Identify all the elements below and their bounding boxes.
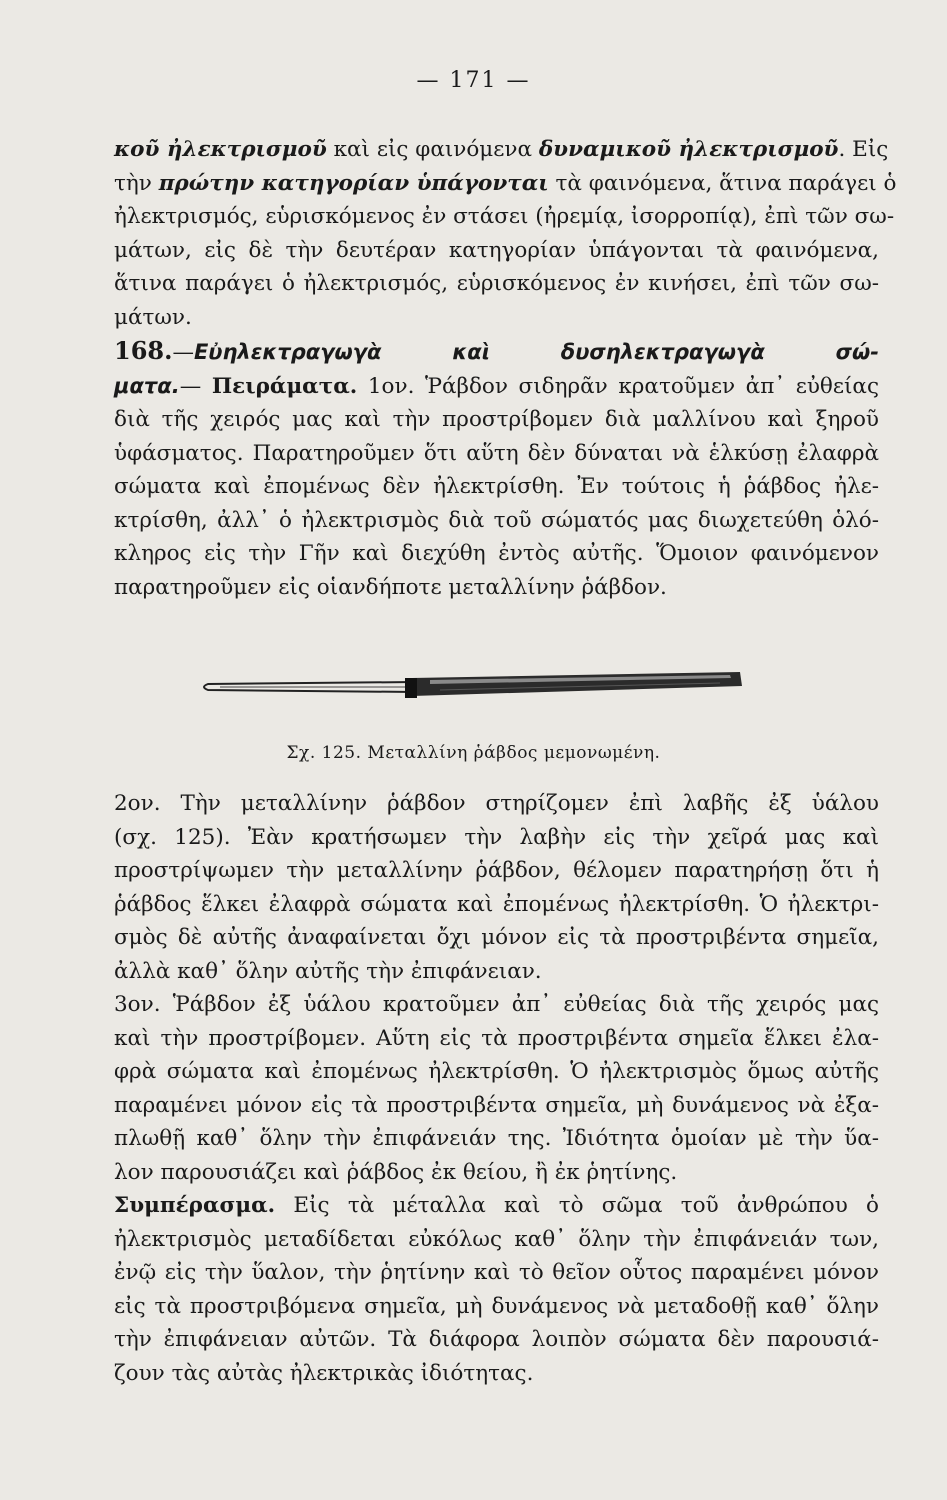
- text-line: [114, 1357, 879, 1391]
- text-line: [114, 234, 879, 268]
- text-run: 1ον. Ῥάβδον σιδηρᾶν κρατοῦμεν ἀπ᾽ εὐθείας: [357, 373, 879, 399]
- text-run: τὴν ἐπιφάνειαν αὐτῶν. Τὰ διάφορα λοιπὸν σώματα δὲν παρουσιά-: [114, 1327, 879, 1352]
- text-run: μάτων.: [114, 304, 192, 330]
- text-run: καὶ εἰς φαινόμενα: [326, 137, 539, 162]
- text-run: πρώτην κατηγορίαν ὑπάγονται: [158, 170, 549, 196]
- text-line: [114, 854, 879, 888]
- text-run: κτρίσθη, ἀλλ᾽ ὁ ἠλεκτρισμὸς διὰ τοῦ σώματός μας διωχετεύθη ὁλό-: [114, 507, 879, 533]
- text-line: [114, 167, 897, 201]
- text-run: ματα.: [114, 373, 180, 398]
- figure-caption: Σχ. 125. Μεταλλίνη ῥάβδος μεμονωμένη.: [286, 743, 661, 763]
- text-block-upper: [114, 133, 897, 604]
- text-line: [114, 537, 879, 571]
- text-run: τὴν: [114, 170, 159, 196]
- text-line: [114, 821, 879, 855]
- text-run: 3ον. Ῥάβδον ἐξ ὑάλου κρατοῦμεν ἀπ᾽ εὐθείας διὰ τῆς χειρός μας: [114, 992, 879, 1017]
- text-run: παραμένει μόνον εἰς τὰ προστριβέντα σημεῖα, μὴ δυνάμενος νὰ ἐξα-: [114, 1092, 879, 1118]
- text-line: [114, 504, 879, 538]
- text-line: [114, 334, 879, 370]
- text-run: Εὐηλεκτραγωγὰ καὶ δυσηλεκτραγωγὰ σώ-: [193, 340, 879, 364]
- text-line: [114, 1223, 879, 1257]
- text-line: [114, 787, 879, 821]
- text-line: [114, 988, 879, 1022]
- text-line: [114, 1256, 879, 1290]
- text-run: μάτων, εἰς δὲ τὴν δευτέραν κατηγορίαν ὑπάγονται τὰ φαινόμενα,: [114, 237, 879, 263]
- text-run: προστρίψωμεν τὴν μεταλλίνην ῥάβδον, θέλομεν παρατηρήσῃ ὅτι ἡ: [114, 858, 879, 883]
- text-line: [114, 1290, 879, 1324]
- text-run: Πειράματα.: [211, 373, 358, 399]
- text-run: 2ον. Τὴν μεταλλίνην ῥάβδον στηρίζομεν ἐπὶ λαβῆς ἐξ ὑάλου: [114, 791, 879, 816]
- text-run: πλωθῇ καθ᾽ ὅλην τὴν ἐπιφάνειάν της. Ἰδιότητα ὁμοίαν μὲ τὴν ὕα-: [114, 1126, 879, 1151]
- text-line: [114, 955, 879, 989]
- text-run: 168.: [114, 336, 173, 365]
- text-line: [114, 1055, 879, 1089]
- text-line: [114, 1089, 879, 1123]
- text-run: ἠλεκτρισμὸς μεταδίδεται εὐκόλως καθ᾽ ὅλην τὴν ἐπιφάνειάν των,: [114, 1226, 879, 1252]
- text-run: ζουν τὰς αὐτὰς ἠλεκτρικὰς ἰδιότητας.: [114, 1360, 534, 1386]
- text-run: δυναμικοῦ ἠλεκτρισμοῦ: [538, 137, 839, 162]
- text-run: —: [172, 340, 194, 365]
- text-run: ῥάβδος ἕλκει ἐλαφρὰ σώματα καὶ ἐπομένως ἠλεκτρίσθη. Ὁ ἠλεκτρι-: [114, 891, 879, 917]
- text-line: [114, 437, 879, 471]
- text-run: ἅτινα παράγει ὁ ἠλεκτρισμός, εὑρισκόμενος ἐν κινήσει, ἐπὶ τῶν σω-: [114, 271, 879, 296]
- text-run: φρὰ σώματα καὶ ἐπομένως ἠλεκτρίσθη. Ὁ ἠλεκτρισμὸς ὅμως αὐτῆς: [114, 1059, 879, 1084]
- metal-rod-figure: [200, 656, 760, 718]
- text-line: [114, 370, 879, 404]
- text-run: λον παρουσιάζει καὶ ῥάβδος ἐκ θείου, ἢ ἐκ ῥητίνης.: [114, 1159, 678, 1185]
- text-line: [114, 1122, 879, 1156]
- text-run: κοῦ ἠλεκτρισμοῦ: [114, 137, 327, 162]
- text-run: ἠλεκτρισμός, εὑρισκόμενος ἐν στάσει (ἠρεμίᾳ, ἰσορροπίᾳ), ἐπὶ τῶν σω-: [114, 204, 895, 229]
- text-run: παρατηροῦμεν εἰς οἱανδήποτε μεταλλίνην ῥάβδον.: [114, 574, 667, 600]
- text-run: . Εἰς: [838, 137, 889, 162]
- text-line: [114, 301, 879, 335]
- text-run: Εἰς τὰ μέταλλα καὶ τὸ σῶμα τοῦ ἀνθρώπου ὁ: [275, 1193, 879, 1218]
- text-line: [114, 571, 879, 605]
- text-run: εἰς τὰ προστριβόμενα σημεῖα, μὴ δυνάμενος νὰ μεταδοθῇ καθ᾽ ὅλην: [114, 1293, 879, 1319]
- text-run: (σχ. 125). Ἐὰν κρατήσωμεν τὴν λαβὴν εἰς τὴν χεῖρά μας καὶ: [114, 824, 879, 850]
- text-line: [114, 470, 879, 504]
- text-line: [114, 1156, 879, 1190]
- text-run: τὰ φαινόμενα, ἅτινα παράγει ὁ: [548, 170, 897, 196]
- text-run: καὶ τὴν προστρίβομεν. Αὕτη εἰς τὰ προστριβέντα σημεῖα ἕλκει ἐλα-: [114, 1025, 879, 1051]
- text-run: ὑφάσματος. Παρατηροῦμεν ὅτι αὕτη δὲν δύναται νὰ ἑλκύσῃ ἐλαφρὰ: [114, 440, 879, 466]
- text-run: —: [179, 373, 212, 399]
- text-line: [114, 888, 879, 922]
- text-block-lower: [114, 787, 879, 1390]
- text-run: διὰ τῆς χειρός μας καὶ τὴν προστρίβομεν διὰ μαλλίνου καὶ ξηροῦ: [114, 407, 879, 432]
- text-line: [114, 267, 879, 301]
- text-line: [114, 403, 879, 437]
- page-number: — 171 —: [416, 68, 531, 93]
- text-line: [114, 921, 879, 955]
- text-run: σμὸς δὲ αὐτῆς ἀναφαίνεται ὄχι μόνον εἰς τὰ προστριβέντα σημεῖα,: [114, 925, 879, 950]
- text-line: [114, 133, 889, 167]
- text-run: Συμπέρασμα.: [114, 1193, 276, 1218]
- text-run: ἐνῷ εἰς τὴν ὕαλον, τὴν ῥητίνην καὶ τὸ θεῖον οὗτος παραμένει μόνον: [114, 1260, 879, 1285]
- text-line: [114, 200, 895, 234]
- text-run: σώματα καὶ ἐπομένως δὲν ἠλεκτρίσθη. Ἐν τούτοις ἡ ῥάβδος ἠλε-: [114, 474, 879, 499]
- text-run: ἀλλὰ καθ᾽ ὅλην αὐτῆς τὴν ἐπιφάνειαν.: [114, 958, 542, 984]
- text-run: κληρος εἰς τὴν Γῆν καὶ διεχύθη ἐντὸς αὐτῆς. Ὅμοιον φαινόμενον: [114, 541, 879, 566]
- text-line: [114, 1022, 879, 1056]
- text-line: [114, 1323, 879, 1357]
- text-line: [114, 1189, 879, 1223]
